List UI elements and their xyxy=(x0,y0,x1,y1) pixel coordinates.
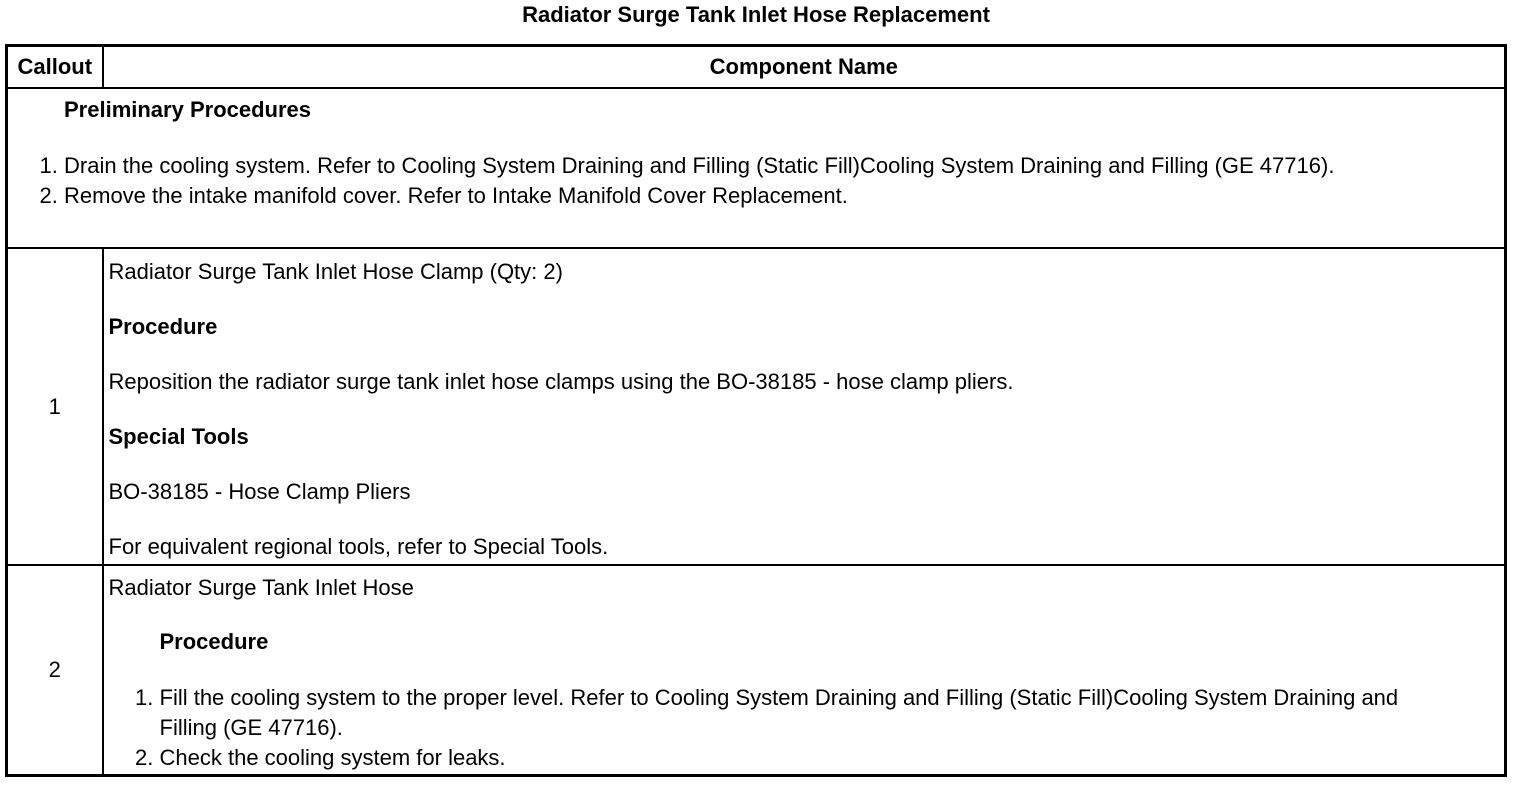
component-name: Radiator Surge Tank Inlet Hose xyxy=(108,575,414,600)
component-name-column-header: Component Name xyxy=(103,46,1506,89)
procedure-table xyxy=(5,44,1507,777)
procedure-step: 2. Check the cooling system for leaks. xyxy=(160,743,1427,773)
document-title: Radiator Surge Tank Inlet Hose Replacement xyxy=(522,2,990,27)
callout-number: 1 xyxy=(7,248,103,565)
callout-column-header: Callout xyxy=(7,46,103,89)
table-header-row xyxy=(7,46,1506,89)
regional-tools-note: For equivalent regional tools, refer to Special Tools. xyxy=(108,534,609,559)
preliminary-procedures-heading: Preliminary Procedures xyxy=(64,97,312,122)
component-cell xyxy=(103,565,1506,776)
procedure-step: 1. Fill the cooling system to the proper level. Refer to Cooling System Draining and Filling (Static Fill)Cooling System Draining and Filling (GE 47716). xyxy=(160,683,1427,743)
procedure-text: Reposition the radiator surge tank inlet hose clamps using the BO-38185 - hose clamp pliers. xyxy=(108,369,1014,394)
procedure-heading: Procedure xyxy=(159,629,269,654)
component-name: Radiator Surge Tank Inlet Hose Clamp (Qty: 2) xyxy=(108,259,563,284)
special-tools-heading: Special Tools xyxy=(108,424,249,449)
special-tool-item: BO-38185 - Hose Clamp Pliers xyxy=(108,479,411,504)
preliminary-procedures-cell xyxy=(7,88,1506,248)
preliminary-steps-list xyxy=(8,151,1504,211)
preliminary-procedures-row xyxy=(7,88,1506,248)
preliminary-step: 2. Remove the intake manifold cover. Refer to Intake Manifold Cover Replacement. xyxy=(64,181,1444,211)
procedure-heading: Procedure xyxy=(108,314,218,339)
table-row xyxy=(7,565,1506,776)
component-cell xyxy=(103,248,1506,565)
table-row xyxy=(7,248,1506,565)
procedure-steps-list xyxy=(109,683,1497,773)
preliminary-step: 1. Drain the cooling system. Refer to Cooling System Draining and Filling (Static Fill)Cooling System Draining and Filling (GE 47716). xyxy=(64,151,1444,181)
callout-number: 2 xyxy=(7,565,103,776)
